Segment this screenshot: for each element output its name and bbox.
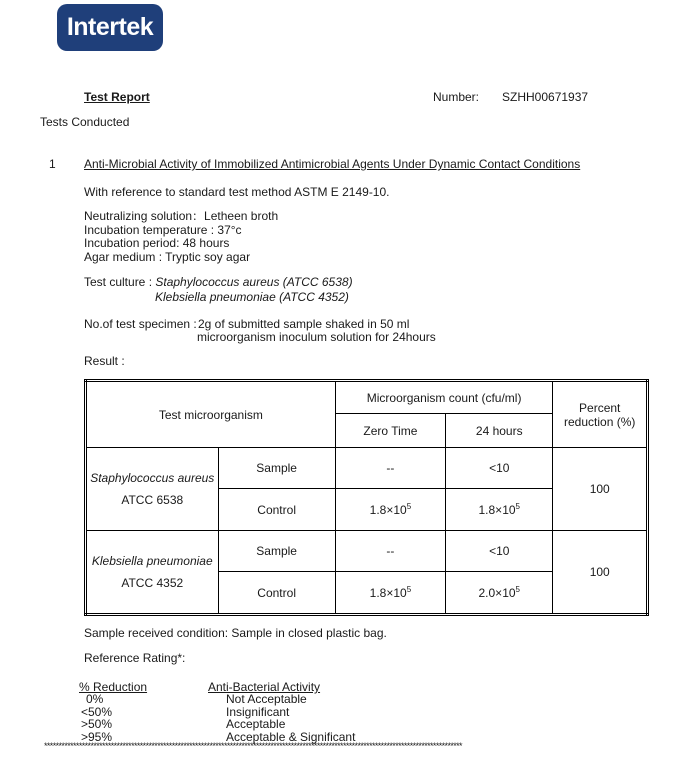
result-label: Result :: [84, 354, 125, 368]
control-24-exponent: 5: [515, 584, 520, 594]
sample-label: Sample: [218, 531, 335, 572]
agar-medium: Agar medium : Tryptic soy agar: [84, 249, 251, 264]
test-culture-label: Test culture :: [84, 275, 156, 289]
organism-atcc: ATCC 6538: [121, 493, 184, 507]
reference-rating-label: Reference Rating*:: [84, 651, 186, 665]
end-separator: ************************************************************************************************************************************************: [44, 741, 462, 751]
control-label: Control: [218, 572, 335, 615]
header-zero-time: Zero Time: [335, 414, 445, 448]
control-zero-time: [335, 572, 445, 615]
rating-header-activity: Anti-Bacterial Activity: [208, 680, 321, 694]
rating-activity: Insignificant: [226, 705, 290, 719]
header-microorganism-count: Microorganism count (cfu/ml): [335, 381, 553, 414]
control-24-base: 1.8×10: [478, 502, 516, 517]
reference-text: With reference to standard test method ASTM E 2149-10.: [84, 185, 390, 199]
number-label: Number:: [433, 90, 480, 104]
rating-reduction: <50%: [81, 705, 113, 719]
sample-label: Sample: [218, 448, 335, 489]
organism-name: Klebsiella pneumoniae: [91, 554, 213, 568]
rating-activity: Acceptable: [226, 717, 286, 731]
sample-zero-time: --: [335, 531, 445, 572]
control-zero-exponent: 5: [406, 584, 412, 594]
rating-reduction: 0%: [86, 692, 104, 706]
rating-reduction: >95%: [81, 730, 113, 744]
incubation-temperature: Incubation temperature : 37°c: [84, 222, 242, 237]
sample-24-hours: <10: [446, 531, 553, 572]
rating-header-reduction: % Reduction: [79, 680, 148, 694]
result-table: [84, 379, 649, 616]
control-24-exponent: 5: [515, 501, 520, 511]
header-24-hours: 24 hours: [446, 414, 553, 448]
neutralizing-solution: Neutralizing solution：Letheen broth: [84, 209, 279, 223]
control-zero-base: 1.8×10: [369, 502, 407, 517]
rating-activity: Not Acceptable: [226, 692, 307, 706]
rating-reduction: >50%: [81, 717, 113, 731]
test-conditions: [84, 210, 278, 264]
control-24-hours: [446, 572, 553, 615]
report-number: SZHH00671937: [502, 90, 589, 104]
percent-reduction: 100: [553, 531, 648, 615]
control-zero-exponent: 5: [406, 501, 412, 511]
test-culture-1: [84, 275, 353, 289]
percent-reduction: 100: [553, 448, 648, 531]
percent-label: Percent: [579, 400, 621, 415]
control-zero-base: 1.8×10: [369, 585, 407, 600]
reduction-label: reduction (%): [564, 414, 636, 429]
sample-zero-time: --: [335, 448, 445, 489]
organism-cell: [86, 531, 219, 615]
specimen-label: No.of test specimen :: [84, 317, 197, 331]
test-index: 1: [49, 157, 56, 171]
culture-klebsiella: Klebsiella pneumoniae (ATCC 4352): [155, 290, 349, 304]
header-test-microorganism: Test microorganism: [86, 381, 336, 448]
specimen-line-2: microorganism inoculum solution for 24hours: [197, 330, 436, 344]
sample-24-hours: <10: [446, 448, 553, 489]
organism-atcc: ATCC 4352: [121, 576, 184, 590]
incubation-period: Incubation period: 48 hours: [84, 236, 230, 250]
header-percent-reduction: [553, 381, 648, 448]
culture-staph: Staphylococcus aureus (ATCC 6538): [155, 275, 353, 289]
control-24-hours: [446, 489, 553, 531]
control-24-base: 2.0×10: [478, 585, 516, 600]
control-zero-time: [335, 489, 445, 531]
section-heading: Tests Conducted: [40, 115, 130, 129]
test-title: Anti-Microbial Activity of Immobilized Antimicrobial Agents Under Dynamic Contact Conditions: [84, 157, 581, 171]
sample-condition: Sample received condition: Sample in closed plastic bag.: [84, 626, 387, 640]
control-label: Control: [218, 489, 335, 531]
organism-cell: [86, 448, 219, 531]
organism-name: Staphylococcus aureus: [90, 471, 215, 485]
report-title: Test Report: [84, 90, 150, 104]
rating-activity: Acceptable & Significant: [226, 730, 356, 744]
specimen-line-1: 2g of submitted sample shaked in 50 ml: [198, 317, 410, 331]
intertek-logo: Intertek: [57, 4, 163, 51]
